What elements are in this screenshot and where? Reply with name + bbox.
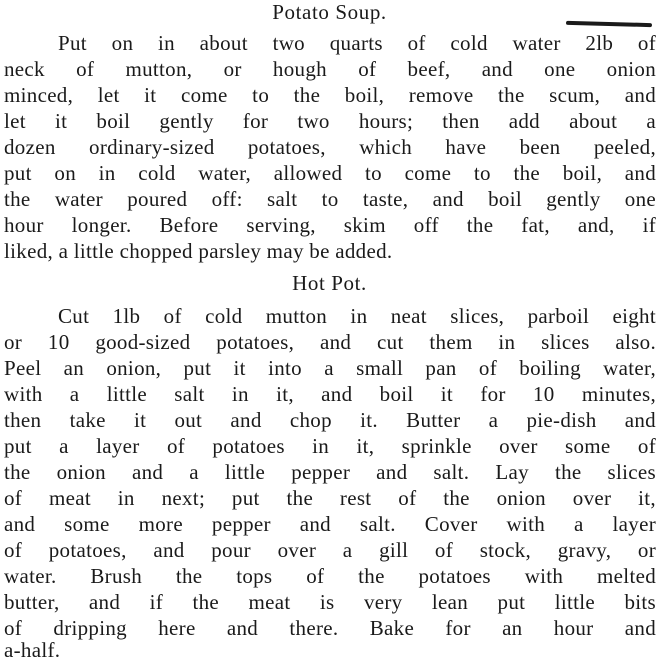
recipe-line: Peel an onion, put it into a small pan of boiling water, xyxy=(4,356,656,380)
recipe-line: Put on in about two quarts of cold water 2lb of xyxy=(58,31,656,55)
recipe-title-potato-soup: Potato Soup. xyxy=(272,0,387,24)
recipe-title-hot-pot: Hot Pot. xyxy=(292,271,367,295)
recipe-line: a-half. xyxy=(4,638,61,662)
recipe-line: water. Brush the tops of the potatoes with melted xyxy=(4,564,656,588)
recipe-line: of dripping here and there. Bake for an hour and xyxy=(4,616,656,640)
recipe-line: put a layer of potatoes in it, sprinkle over some of xyxy=(4,434,656,458)
recipe-line: neck of mutton, or hough of beef, and one onion xyxy=(4,57,656,81)
recipe-line: put on in cold water, allowed to come to the boil, and xyxy=(4,161,656,185)
recipe-line: the water poured off: salt to taste, and boil gently one xyxy=(4,187,656,211)
recipe-line: then take it out and chop it. Butter a pie-dish and xyxy=(4,408,656,432)
recipe-line: minced, let it come to the boil, remove the scum, and xyxy=(4,83,656,107)
recipe-line: with a little salt in it, and boil it for 10 minutes, xyxy=(4,382,656,406)
recipe-line: liked, a little chopped parsley may be added. xyxy=(4,239,393,263)
recipe-line: hour longer. Before serving, skim off the fat, and, if xyxy=(4,213,656,237)
recipe-line: the onion and a little pepper and salt. Lay the slices xyxy=(4,460,656,484)
recipe-line: dozen ordinary-sized potatoes, which have been peeled, xyxy=(4,135,656,159)
recipe-line: of meat in next; put the rest of the onion over it, xyxy=(4,486,656,510)
recipe-line: and some more pepper and salt. Cover with a layer xyxy=(4,512,656,536)
recipe-line: let it boil gently for two hours; then add about a xyxy=(4,109,656,133)
recipe-line: or 10 good-sized potatoes, and cut them in slices also. xyxy=(4,330,656,354)
recipe-line: Cut 1lb of cold mutton in neat slices, parboil eight xyxy=(58,304,656,328)
recipe-line: butter, and if the meat is very lean put little bits xyxy=(4,590,656,614)
recipe-line: of potatoes, and pour over a gill of stock, gravy, or xyxy=(4,538,656,562)
